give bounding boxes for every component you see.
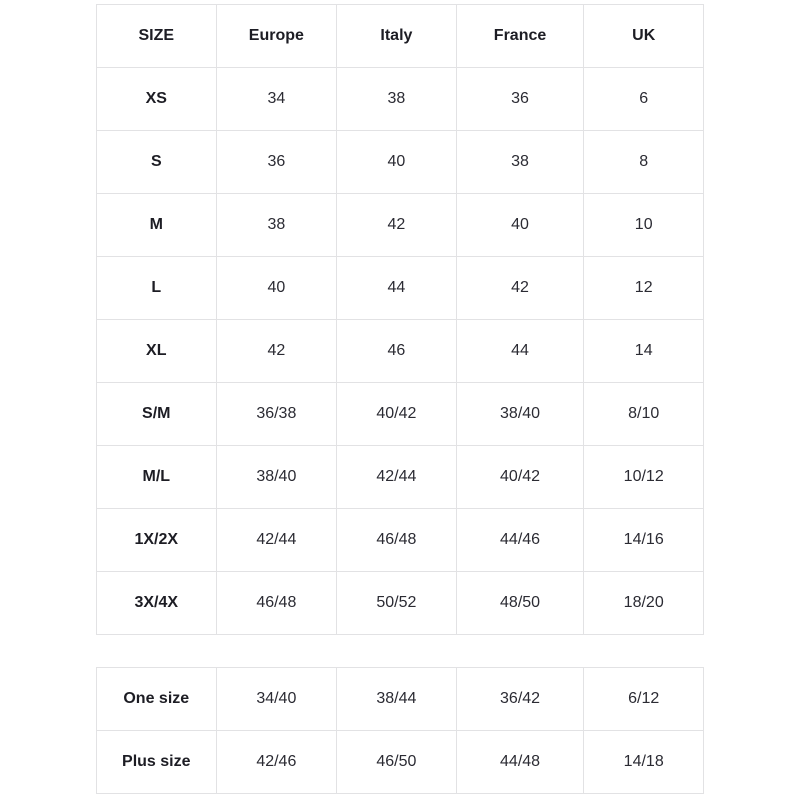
table-row [97, 668, 704, 731]
table-row [97, 320, 704, 383]
row-label: 3X/4X [97, 572, 217, 635]
cell-uk: 8 [584, 131, 704, 194]
cell-france: 42 [456, 257, 584, 320]
row-label: S [97, 131, 217, 194]
cell-france: 48/50 [456, 572, 584, 635]
cell-france: 44/48 [456, 731, 584, 794]
column-header-italy: Italy [337, 5, 457, 68]
cell-uk: 14 [584, 320, 704, 383]
cell-italy: 42 [337, 194, 457, 257]
table-row [97, 194, 704, 257]
main-size-table [96, 4, 704, 635]
cell-uk: 14/18 [584, 731, 704, 794]
cell-europe: 42/46 [216, 731, 337, 794]
table-row [97, 572, 704, 635]
cell-italy: 50/52 [337, 572, 457, 635]
row-label: XL [97, 320, 217, 383]
cell-italy: 46 [337, 320, 457, 383]
column-header-europe: Europe [216, 5, 337, 68]
cell-italy: 42/44 [337, 446, 457, 509]
table-row [97, 257, 704, 320]
cell-france: 38/40 [456, 383, 584, 446]
cell-europe: 38/40 [216, 446, 337, 509]
extra-size-table [96, 667, 704, 794]
row-label: XS [97, 68, 217, 131]
extra-size-table-body [97, 668, 704, 794]
cell-europe: 42 [216, 320, 337, 383]
cell-europe: 40 [216, 257, 337, 320]
cell-italy: 38/44 [337, 668, 457, 731]
cell-france: 36/42 [456, 668, 584, 731]
cell-uk: 18/20 [584, 572, 704, 635]
row-label: L [97, 257, 217, 320]
cell-uk: 6/12 [584, 668, 704, 731]
cell-france: 40 [456, 194, 584, 257]
table-row [97, 131, 704, 194]
main-size-table-header [97, 5, 704, 68]
main-size-table-container [96, 4, 704, 635]
row-label: Plus size [97, 731, 217, 794]
cell-uk: 8/10 [584, 383, 704, 446]
cell-europe: 34 [216, 68, 337, 131]
cell-uk: 10 [584, 194, 704, 257]
cell-italy: 40 [337, 131, 457, 194]
cell-uk: 6 [584, 68, 704, 131]
row-label: 1X/2X [97, 509, 217, 572]
cell-france: 38 [456, 131, 584, 194]
table-row [97, 509, 704, 572]
cell-france: 44 [456, 320, 584, 383]
column-header-size: SIZE [97, 5, 217, 68]
cell-uk: 14/16 [584, 509, 704, 572]
cell-italy: 40/42 [337, 383, 457, 446]
cell-france: 44/46 [456, 509, 584, 572]
table-row [97, 383, 704, 446]
cell-europe: 36/38 [216, 383, 337, 446]
table-row [97, 446, 704, 509]
cell-europe: 42/44 [216, 509, 337, 572]
row-label: S/M [97, 383, 217, 446]
cell-europe: 36 [216, 131, 337, 194]
table-row [97, 731, 704, 794]
row-label: M/L [97, 446, 217, 509]
cell-italy: 44 [337, 257, 457, 320]
cell-europe: 34/40 [216, 668, 337, 731]
row-label: M [97, 194, 217, 257]
cell-europe: 46/48 [216, 572, 337, 635]
extra-size-table-container [96, 667, 704, 794]
column-header-uk: UK [584, 5, 704, 68]
cell-italy: 46/50 [337, 731, 457, 794]
column-header-france: France [456, 5, 584, 68]
cell-italy: 38 [337, 68, 457, 131]
table-header-row [97, 5, 704, 68]
cell-uk: 10/12 [584, 446, 704, 509]
table-row [97, 68, 704, 131]
cell-france: 36 [456, 68, 584, 131]
cell-france: 40/42 [456, 446, 584, 509]
row-label: One size [97, 668, 217, 731]
cell-europe: 38 [216, 194, 337, 257]
cell-uk: 12 [584, 257, 704, 320]
cell-italy: 46/48 [337, 509, 457, 572]
main-size-table-body [97, 68, 704, 635]
